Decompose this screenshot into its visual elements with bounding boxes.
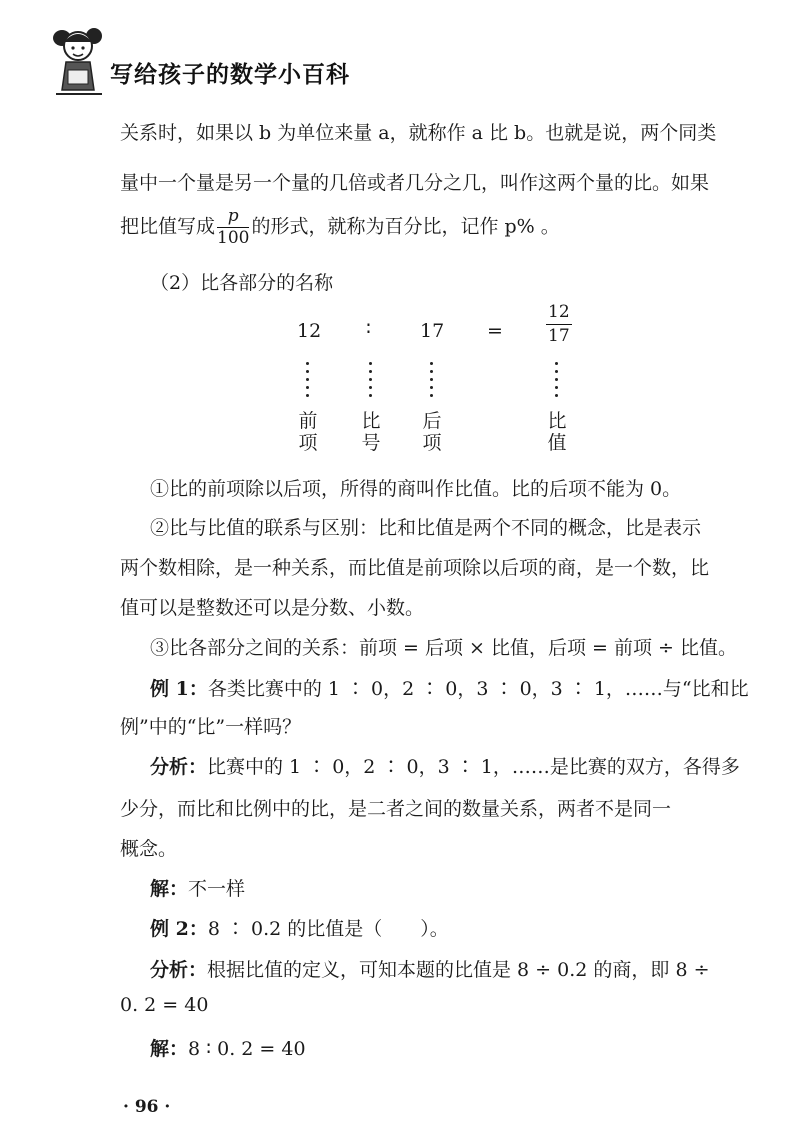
analysis-text: 根据比值的定义，可知本题的比值是 8 ÷ 0.2 的商，即 8 ÷ <box>207 959 710 981</box>
label-char: 比 <box>547 410 567 432</box>
label-char: 值 <box>547 432 567 454</box>
example-2-solution <box>150 1034 306 1061</box>
solution-label: 解： <box>150 1038 189 1060</box>
page-number: · 96 · <box>123 1097 171 1117</box>
body-line-1: 关系时，如果以 b 为单位来量 a，就称作 a 比 b。也就是说，两个同类 <box>120 122 717 144</box>
example-1-question-line-2: 例”中的“比”一样吗？ <box>120 716 302 738</box>
fraction-numerator: p <box>217 208 249 228</box>
ratio-diagram <box>0 0 800 470</box>
ratio-equals: = <box>487 320 503 342</box>
ratio-antecedent: 12 <box>297 320 322 342</box>
example-1-solution <box>150 874 245 901</box>
label-char: 项 <box>298 432 318 454</box>
label-char: 后 <box>422 410 442 432</box>
fraction-denominator: 100 <box>217 228 250 248</box>
example-1-analysis-line-3: 概念。 <box>120 838 178 860</box>
example-1-question-line-1 <box>150 674 749 701</box>
example-2-analysis-line-1 <box>150 955 710 982</box>
example-2-label: 例 2： <box>150 918 208 940</box>
section-subheading: （2）比各部分的名称 <box>150 272 334 294</box>
ratio-colon: ∶ <box>366 318 371 340</box>
point-3: ③比各部分之间的关系：前项 = 后项 × 比值，后项 = 前项 ÷ 比值。 <box>150 637 737 659</box>
solution-text: 不一样 <box>188 878 246 900</box>
solution-text: 8 ∶ 0. 2 = 40 <box>188 1038 306 1060</box>
label-antecedent <box>298 410 318 454</box>
label-char: 比 <box>361 410 381 432</box>
analysis-text: 比赛中的 1 ∶ 0，2 ∶ 0，3 ∶ 1，……是比赛的双方，各得多 <box>207 756 740 778</box>
example-1-analysis-line-2: 少分，而比和比例中的比，是二者之间的数量关系，两者不是同一 <box>120 798 672 820</box>
label-ratio-value <box>547 410 567 454</box>
point-2-line-3: 值可以是整数还可以是分数、小数。 <box>120 597 425 619</box>
example-2-question <box>150 914 449 941</box>
body-line-2: 量中一个量是另一个量的几倍或者几分之几，叫作这两个量的比。如果 <box>120 172 710 194</box>
analysis-label: 分析： <box>150 959 208 981</box>
label-char: 前 <box>298 410 318 432</box>
dotted-leader-1 <box>306 362 310 402</box>
example-1-question-text: 各类比赛中的 1 ∶ 0，2 ∶ 0，3 ∶ 0，3 ∶ 1，……与“比和比 <box>207 678 749 700</box>
example-2-question-text: 8 ∶ 0.2 的比值是（ ）。 <box>207 918 449 940</box>
point-2-line-1: ②比与比值的联系与区别：比和比值是两个不同的概念，比是表示 <box>150 517 702 539</box>
solution-label: 解： <box>150 878 189 900</box>
label-consequent <box>422 410 442 454</box>
example-1-analysis-line-1 <box>150 752 740 779</box>
ratio-value-denominator: 17 <box>548 326 570 346</box>
dotted-leader-2 <box>369 362 373 402</box>
body-line-3-start: 把比值写成 <box>120 215 216 238</box>
example-2-analysis-line-2: 0. 2 = 40 <box>120 994 209 1016</box>
analysis-label: 分析： <box>150 756 208 778</box>
label-colon <box>361 410 381 454</box>
label-char: 项 <box>422 432 442 454</box>
ratio-value-numerator: 12 <box>546 304 572 325</box>
book-title: 写给孩子的数学小百科 <box>110 62 350 88</box>
ratio-consequent: 17 <box>420 320 445 342</box>
label-char: 号 <box>361 432 381 454</box>
dotted-leader-4 <box>555 362 559 402</box>
example-1-label: 例 1： <box>150 678 208 700</box>
body-line-3-end: 的形式，就称为百分比，记作 p% 。 <box>251 215 560 238</box>
point-2-line-2: 两个数相除，是一种关系，而比值是前项除以后项的商，是一个数，比 <box>120 557 710 579</box>
ratio-value-fraction <box>546 304 572 345</box>
dotted-leader-3 <box>430 362 434 402</box>
point-1: ①比的前项除以后项，所得的商叫作比值。比的后项不能为 0。 <box>150 478 682 500</box>
